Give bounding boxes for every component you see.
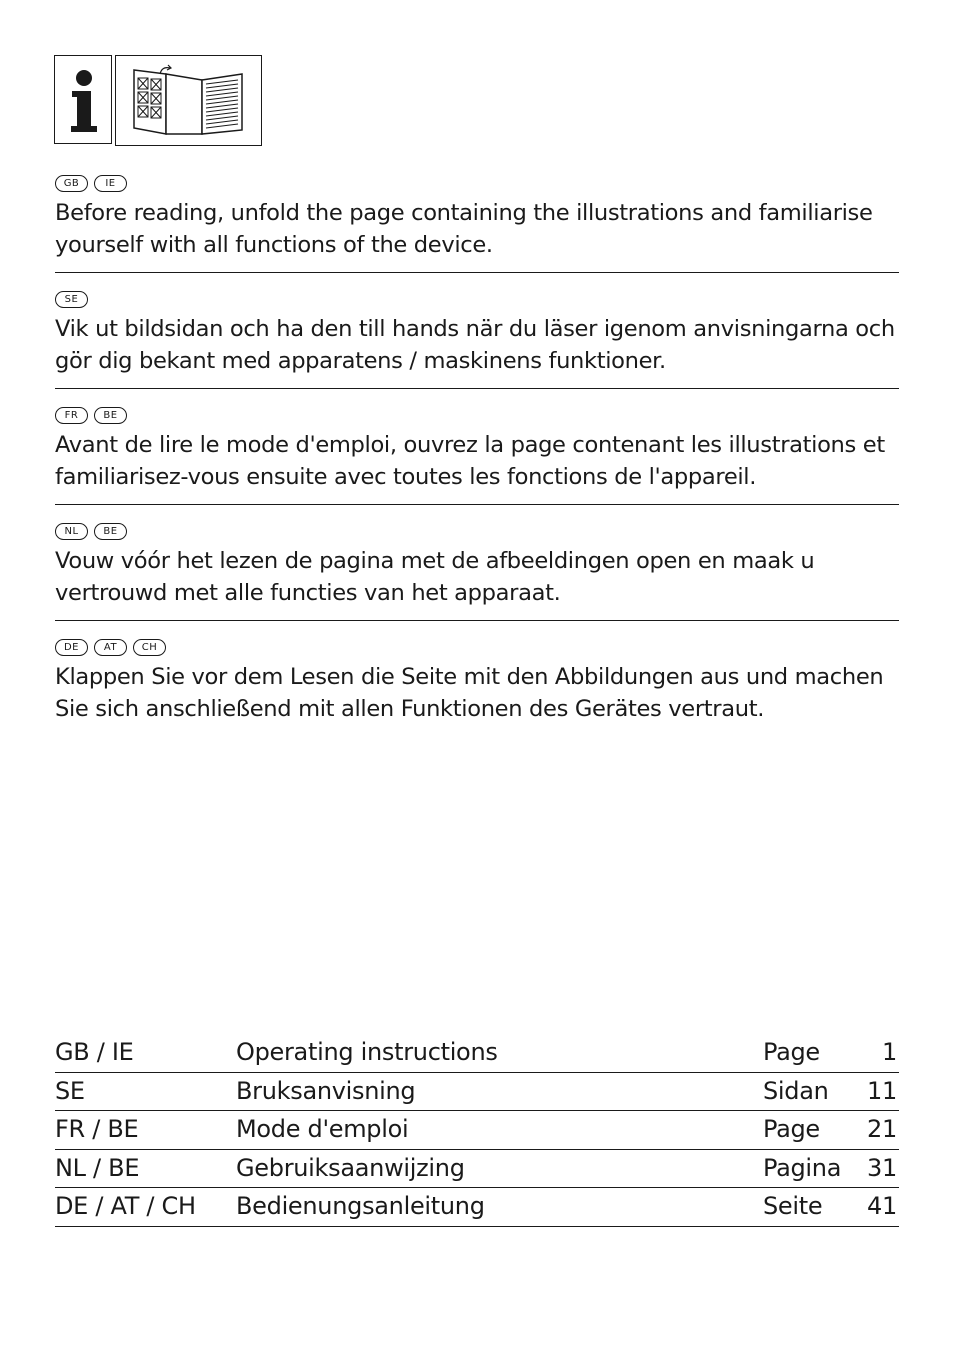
- toc-page-number: 21: [867, 1115, 897, 1143]
- toc-row[interactable]: [55, 1150, 899, 1189]
- toc-language-code: GB / IE: [55, 1038, 134, 1066]
- toc-row[interactable]: [55, 1111, 899, 1150]
- language-badge: CH: [133, 639, 166, 656]
- language-badge: AT: [94, 639, 127, 656]
- section-se: [55, 289, 899, 377]
- toc-page-number: 41: [867, 1192, 897, 1220]
- toc-row[interactable]: [55, 1073, 899, 1112]
- toc-page-label: Sidan: [763, 1076, 829, 1105]
- language-badge: IE: [94, 175, 127, 192]
- language-badge: BE: [94, 523, 127, 540]
- language-badges: [55, 173, 899, 193]
- section-text: [55, 197, 899, 261]
- table-of-contents: [55, 1034, 899, 1227]
- language-badge: DE: [55, 639, 88, 656]
- language-badge: FR: [55, 407, 88, 424]
- toc-language-code: NL / BE: [55, 1153, 140, 1182]
- divider: [55, 272, 899, 273]
- toc-title: Mode d'emploi: [236, 1115, 409, 1143]
- language-badge: BE: [94, 407, 127, 424]
- section-text-line: Vouw vóór het lezen de pagina met de afbeeldingen open en maak u: [55, 548, 815, 574]
- header-icons: [54, 55, 262, 146]
- toc-title: Bedienungsanleitung: [236, 1192, 485, 1220]
- toc-row[interactable]: [55, 1188, 899, 1227]
- section-text: [55, 313, 899, 377]
- divider: [55, 388, 899, 389]
- toc-page-number: 1: [882, 1038, 897, 1066]
- language-badge: NL: [55, 523, 88, 540]
- toc-page-label: Pagina: [763, 1153, 842, 1182]
- language-badges: [55, 289, 899, 309]
- section-text-line: vertrouwd met alle functies van het apparaat.: [55, 580, 561, 606]
- toc-page-label: Page: [763, 1115, 820, 1143]
- language-badge: SE: [55, 291, 88, 308]
- toc-title: Gebruiksaanwijzing: [236, 1153, 465, 1182]
- toc-title: Operating instructions: [236, 1038, 498, 1066]
- language-badges: [55, 521, 899, 541]
- toc-row[interactable]: [55, 1034, 899, 1073]
- language-badge: GB: [55, 175, 88, 192]
- toc-page-label: Seite: [763, 1192, 823, 1220]
- section-text-line: Before reading, unfold the page containing the illustrations and familiarise: [55, 200, 873, 226]
- language-badges: [55, 405, 899, 425]
- section-de-at-ch: [55, 637, 899, 725]
- section-text: [55, 545, 899, 609]
- toc-language-code: FR / BE: [55, 1115, 139, 1143]
- section-text-line: Avant de lire le mode d'emploi, ouvrez la page contenant les illustrations et: [55, 432, 885, 458]
- toc-language-code: SE: [55, 1076, 85, 1105]
- toc-language-code: DE / AT / CH: [55, 1192, 196, 1220]
- toc-title: Bruksanvisning: [236, 1076, 416, 1105]
- section-nl-be: [55, 521, 899, 609]
- toc-page-label: Page: [763, 1038, 820, 1066]
- section-text-line: yourself with all functions of the device.: [55, 232, 493, 258]
- unfold-page-icon: [115, 55, 262, 146]
- divider: [55, 620, 899, 621]
- section-text-line: familiarisez-vous ensuite avec toutes les fonctions de l'appareil.: [55, 464, 757, 490]
- section-text-line: Sie sich anschließend mit allen Funktionen des Gerätes vertraut.: [55, 696, 765, 722]
- section-text-line: gör dig bekant med apparatens / maskinens funktioner.: [55, 348, 666, 374]
- section-fr-be: [55, 405, 899, 493]
- toc-page-number: 31: [867, 1153, 897, 1182]
- info-icon: [54, 55, 112, 144]
- section-gb-ie: [55, 173, 899, 261]
- section-text-line: Vik ut bildsidan och ha den till hands när du läser igenom anvisningarna och: [55, 316, 895, 342]
- section-text-line: Klappen Sie vor dem Lesen die Seite mit den Abbildungen aus und machen: [55, 664, 884, 690]
- language-badges: [55, 637, 899, 657]
- divider: [55, 504, 899, 505]
- toc-page-number: 11: [867, 1076, 897, 1105]
- section-text: [55, 661, 899, 725]
- section-text: [55, 429, 899, 493]
